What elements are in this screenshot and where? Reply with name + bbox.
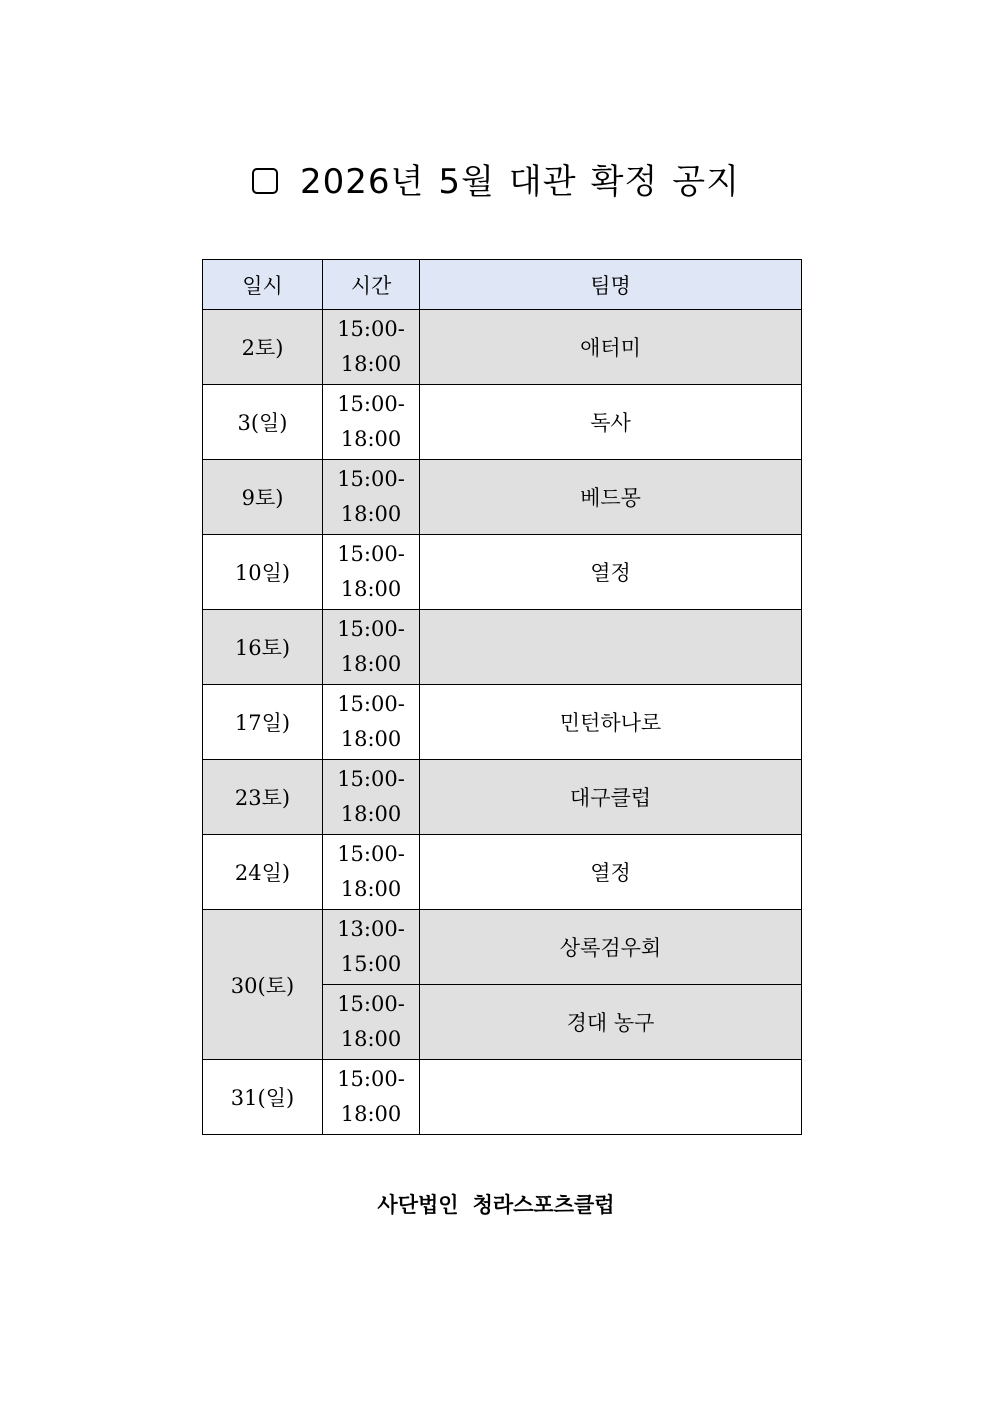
team-cell: 경대 농구 [420,985,802,1060]
page-title [0,158,992,206]
time-end: 18:00 [340,1027,402,1051]
table-row [203,1060,802,1135]
date-cell: 23토) [203,760,323,835]
time-cell [323,760,420,835]
date-cell: 17일) [203,685,323,760]
table-row [203,685,802,760]
table-row [203,460,802,535]
time-cell [323,610,420,685]
time-start: 15:00- [337,617,405,641]
empty-square-icon [252,168,278,194]
time-cell [323,385,420,460]
date-cell: 30(토) [203,910,323,1060]
date-cell: 2토) [203,310,323,385]
time-cell [323,835,420,910]
time-start: 15:00- [337,992,405,1016]
table-row [203,760,802,835]
table-row [203,835,802,910]
schedule-table [202,259,802,1135]
team-cell: 상록검우회 [420,910,802,985]
date-cell: 3(일) [203,385,323,460]
time-start: 15:00- [337,767,405,791]
date-cell: 31(일) [203,1060,323,1135]
table-header-row [203,260,802,310]
title-year: 2026년 [300,162,425,202]
date-cell: 24일) [203,835,323,910]
team-cell: 열정 [420,835,802,910]
time-cell [323,685,420,760]
time-end: 18:00 [340,352,402,376]
team-cell: 민턴하나로 [420,685,802,760]
time-end: 18:00 [340,577,402,601]
date-cell: 9토) [203,460,323,535]
time-end: 18:00 [340,502,402,526]
time-start: 15:00- [337,542,405,566]
time-cell [323,985,420,1060]
organization-name [0,1188,992,1222]
footer-org-name: 청라스포츠클럽 [472,1193,615,1217]
time-cell [323,310,420,385]
team-cell: 베드몽 [420,460,802,535]
time-end: 18:00 [340,877,402,901]
time-start: 15:00- [337,392,405,416]
footer-org-type: 사단법인 [377,1193,459,1217]
team-cell [420,610,802,685]
team-cell: 대구클럽 [420,760,802,835]
time-end: 18:00 [340,727,402,751]
date-cell: 16토) [203,610,323,685]
header-time: 시간 [323,260,420,310]
time-end: 18:00 [340,427,402,451]
time-end: 18:00 [340,1102,402,1126]
header-team: 팀명 [420,260,802,310]
title-rental: 대관 [508,162,577,202]
time-start: 15:00- [337,692,405,716]
time-cell [323,910,420,985]
time-start: 13:00- [337,917,405,941]
time-start: 15:00- [337,842,405,866]
time-end: 18:00 [340,652,402,676]
table-row [203,535,802,610]
time-end: 15:00 [340,952,402,976]
time-cell [323,535,420,610]
title-notice: 공지 [672,162,740,202]
table-row [203,610,802,685]
team-cell: 독사 [420,385,802,460]
team-cell: 애터미 [420,310,802,385]
title-month: 5월 [438,162,495,202]
table-row [203,910,802,985]
header-date: 일시 [203,260,323,310]
team-cell [420,1060,802,1135]
title-confirmed: 확정 [590,162,659,202]
time-start: 15:00- [337,317,405,341]
date-cell: 10일) [203,535,323,610]
table-row [203,385,802,460]
team-cell: 열정 [420,535,802,610]
time-start: 15:00- [337,1067,405,1091]
time-cell [323,1060,420,1135]
table-row [203,310,802,385]
time-cell [323,460,420,535]
time-start: 15:00- [337,467,405,491]
time-end: 18:00 [340,802,402,826]
